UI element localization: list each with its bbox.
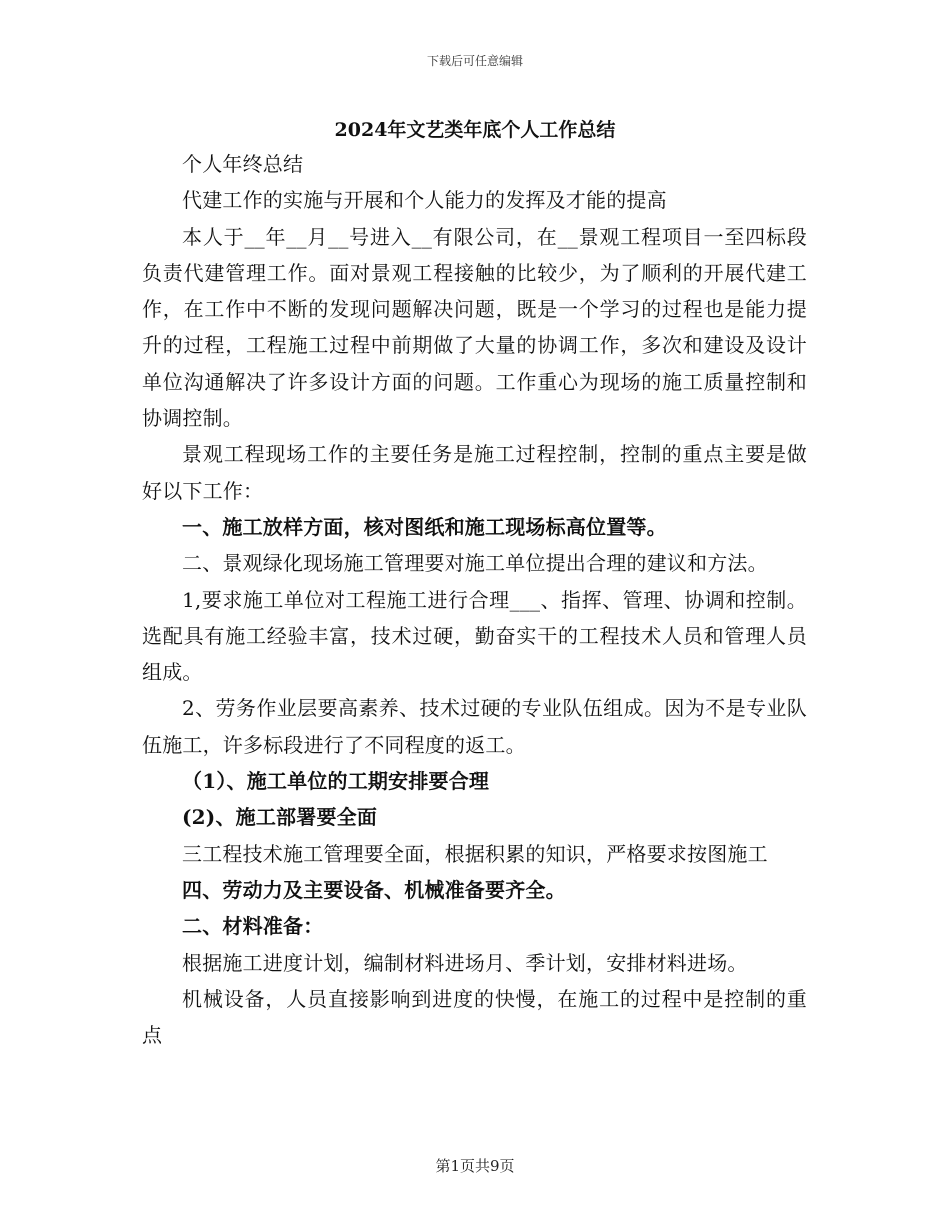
paragraph: 二、景观绿化现场施工管理要对施工单位提出合理的建议和方法。 — [182, 551, 768, 576]
paragraph: 本人于__年__月__号进入__有限公司，在__景观工程项目一至四标段负责代建管理工作。面对景观工程接触的比较少，为了顺利的开展代建工作，在工作中不断的发现问题解决问题，既是一个学习的过程也是能力提升的过程，工程施工过程中前期做了大量的协调工作，多次和建设及设计单位沟通解决了许多设计方面的问题。工作重心为现场的施工质量控制和协调控制。 — [142, 224, 807, 431]
page-number: 第1页共9页 — [435, 1157, 515, 1175]
section-heading: 四、劳动力及主要设备、机械准备要齐全。 — [182, 877, 566, 902]
section-heading: （1）、施工单位的工期安排要合理 — [182, 769, 490, 794]
paragraph: 景观工程现场工作的主要任务是施工过程控制，控制的重点主要是做好以下工作： — [142, 442, 807, 503]
paragraph: 2、劳务作业层要高素养、技术过硬的专业队伍组成。因为不是专业队伍施工，许多标段进行了不同程度的返工。 — [142, 696, 807, 757]
paragraph: 机械设备，人员直接影响到进度的快慢，在施工的过程中是控制的重点 — [142, 986, 807, 1048]
document-body — [142, 146, 807, 1053]
paragraph: 代建工作的实施与开展和个人能力的发挥及才能的提高 — [182, 188, 667, 213]
section-heading: 一、施工放样方面，核对图纸和施工现场标高位置等。 — [182, 514, 667, 539]
section-heading: 二、材料准备： — [182, 914, 324, 939]
page-header-note: 下载后可任意编辑 — [426, 54, 523, 68]
paragraph: 个人年终总结 — [182, 152, 304, 176]
section-heading: (2)、施工部署要全面 — [182, 805, 378, 830]
paragraph: 根据施工进度计划，编制材料进场月、季计划，安排材料进场。 — [182, 950, 748, 975]
document-title: 2024年文艺类年底个人工作总结 — [334, 119, 616, 141]
paragraph: 三工程技术施工管理要全面，根据积累的知识，严格要求按图施工 — [182, 841, 768, 866]
paragraph: 1,要求施工单位对工程施工进行合理___、指挥、管理、协调和控制。选配具有施工经验丰富，技术过硬，勤奋实干的工程技术人员和管理人员组成。 — [142, 587, 807, 685]
